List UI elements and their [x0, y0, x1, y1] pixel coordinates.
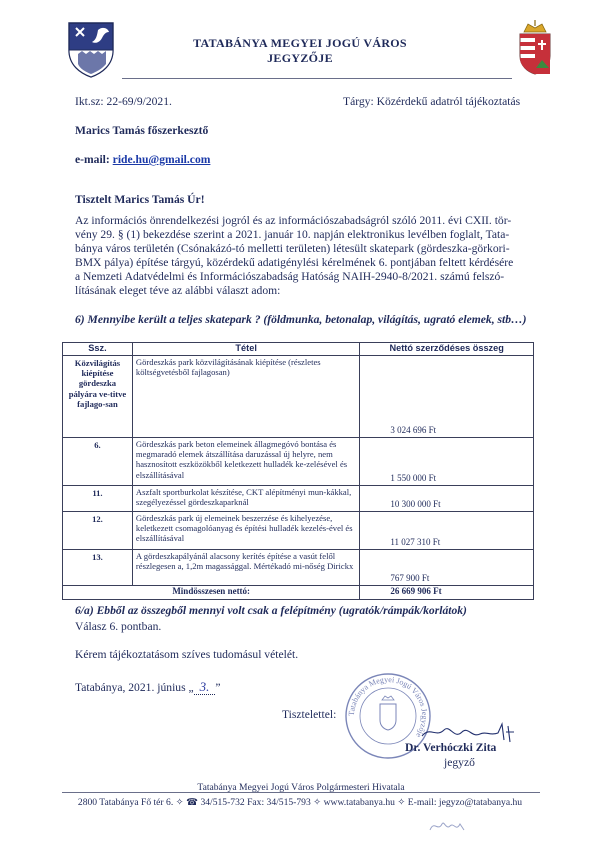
hungarian-coat-of-arms-icon [516, 20, 554, 76]
header-amount: Nettó szerződéses összeg [360, 343, 534, 356]
phone-icon: ☎ [186, 797, 201, 808]
row-amount: 11 027 310 Ft [390, 536, 441, 547]
salutation: Tisztelt Marics Tamás Úr! [75, 193, 205, 206]
row-ssz: 13. [63, 550, 133, 586]
table-row [63, 356, 534, 438]
row-tetel: A gördeszkapályánál alacsony kerítés építése a vasút felől részlegesen a, 1,2m magassággal. Mértékadó mi-nőség Dirickx [132, 550, 359, 586]
footer-email[interactable]: E-mail: jegyzo@tatabanya.hu [407, 797, 523, 808]
stamp-text: Tatabánya Megyei Jogú Város Jegyzője [346, 674, 430, 740]
row-tetel: Gördeszkás park beton elemeinek állagmegóvó bontása és megmaradó elemek átszállítása daruzással új helyre, nem hasznosított eszközökből keletkezett hulladék ke-zelésével és elszállításával [132, 438, 359, 486]
intro-line: a Nemzeti Adatvédelmi és Információszabadság Hatóság NAIH-2940-8/2021. számú felszó- [75, 270, 505, 283]
header-office: JEGYZŐJE [267, 51, 333, 65]
row-amount: 10 300 000 Ft [390, 498, 441, 509]
date-prefix: Tatabánya, 2021. június „ [75, 681, 194, 694]
table-header-row [63, 343, 534, 356]
row-amount-cell [360, 512, 534, 550]
question-6a: 6/a) Ebből az összegből mennyi volt csak a felépítmény (ugratók/rámpák/korlátok) [75, 604, 467, 617]
intro-line: bánya város területén (Csónakázó-tó melletti területen) létesült skatepark (gördeszka-görkori- [75, 242, 510, 255]
row-amount-cell [360, 356, 534, 438]
footer-phone: 34/515-732 Fax: 34/515-793 [200, 797, 311, 808]
table-total-row [63, 586, 534, 600]
intro-line: Az információs önrendelkezési jogról és az információszabadságról szóló 2011. évi CXII. tör- [75, 214, 512, 227]
row-amount-cell [360, 486, 534, 512]
reference-number: Ikt.sz: 22-69/9/2021. [75, 95, 172, 108]
intro-paragraph [75, 214, 533, 298]
row-ssz: Közvilágítás kiépítése gördeszka pályára ve-titve fajlago-san [63, 356, 133, 438]
question-6: 6) Mennyibe került a teljes skatepark ? (földmunka, betonalap, világítás, ugrató elemek, stb…) [75, 313, 527, 326]
header-divider [122, 78, 512, 79]
row-tetel: Aszfalt sportburkolat készítése, CKT alépítményi mun-kákkal, szegélyezéssel gördeszkaparknál [132, 486, 359, 512]
table-row [63, 550, 534, 586]
date-day: 3. [194, 679, 216, 695]
row-amount-cell [360, 438, 534, 486]
date-line [75, 679, 221, 695]
tatabanya-coat-of-arms-icon [66, 20, 116, 78]
separator-icon: ✧ [175, 797, 187, 808]
answer-6a: Válasz 6. pontban. [75, 620, 162, 633]
intro-line: BMX pálya) építése tárgyú, közérdekű adatigénylési kérelmének 6. pontjában feltett kérdésére [75, 256, 514, 269]
row-amount-cell [360, 550, 534, 586]
table-row [63, 512, 534, 550]
signatory-name: Dr. Verhóczki Zita [405, 741, 497, 754]
cost-table [62, 342, 534, 600]
email-link[interactable]: ride.hu@gmail.com [112, 153, 211, 166]
signatory-title: jegyző [444, 756, 475, 769]
signature-greeting: Tisztelettel: [282, 708, 337, 721]
closing-sentence: Kérem tájékoztatásom szíves tudomásul vételét. [75, 648, 299, 661]
email-label: e-mail: [75, 153, 113, 166]
handwritten-initials [428, 818, 468, 834]
table-row [63, 438, 534, 486]
row-tetel: Gördeszkás park közvilágításának kiépítése (részletes költségvetésből fajlagosan) [132, 356, 359, 438]
separator-icon: ✧ [313, 797, 324, 808]
row-ssz: 12. [63, 512, 133, 550]
intro-line: lításának eleget téve az alábbi választ adom: [75, 284, 281, 297]
footer-contact [50, 797, 550, 808]
header-ssz: Ssz. [63, 343, 133, 356]
header-tetel: Tétel [132, 343, 359, 356]
separator-icon: ✧ [397, 797, 408, 808]
total-value: 26 669 906 Ft [360, 586, 534, 600]
row-amount: 1 550 000 Ft [390, 472, 437, 483]
header-city: TATABÁNYA MEGYEI JOGÚ VÁROS [193, 36, 407, 50]
recipient-email [75, 153, 210, 167]
row-amount: 3 024 696 Ft [390, 424, 437, 435]
row-ssz: 6. [63, 438, 133, 486]
row-amount: 767 900 Ft [390, 572, 430, 583]
table-row [63, 486, 534, 512]
footer-org: Tatabánya Megyei Jogú Város Polgármesteri Hivatala [197, 782, 405, 793]
row-tetel: Gördeszkás park új elemeinek beszerzése és kihelyezése, keletkezett csomagolóanyag és építési hulladék kezelés-ével és elszállításával [132, 512, 359, 550]
date-suffix: ” [215, 681, 221, 694]
footer-web[interactable]: www.tatabanya.hu [323, 797, 395, 808]
footer-address: 2800 Tatabánya Fő tér 6. [77, 797, 174, 808]
total-label: Mindösszesen nettó: [63, 586, 360, 600]
recipient-name: Marics Tamás főszerkesztő [75, 124, 209, 137]
row-ssz: 11. [63, 486, 133, 512]
intro-line: vény 29. § (1) bekezdése szerint a 2021. január 10. napján elektronikus levélben foglalt, Tata- [75, 228, 510, 241]
subject-line: Tárgy: Közérdekű adatról tájékoztatás [343, 95, 521, 108]
